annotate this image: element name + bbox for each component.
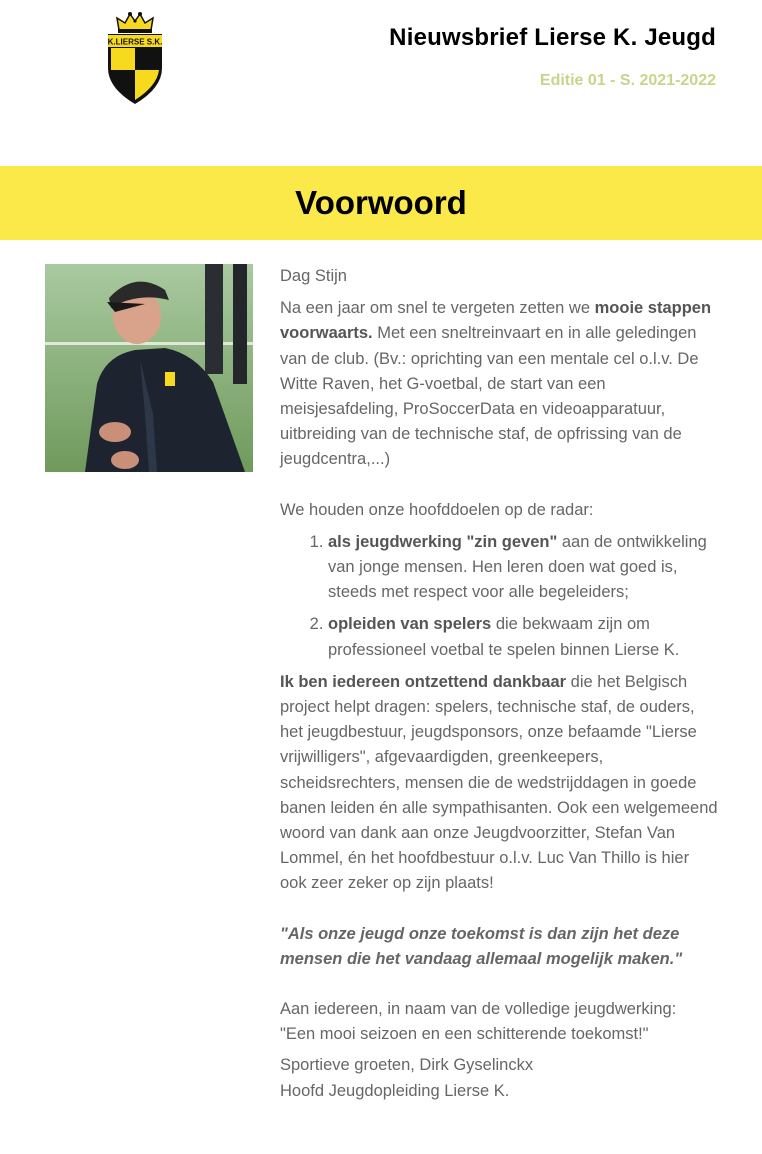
newsletter-title: Nieuwsbrief Lierse K. Jeugd bbox=[389, 24, 716, 51]
intro-text-bold: mooie stappen voorwaarts. bbox=[280, 299, 712, 343]
coach-photo-image bbox=[45, 264, 253, 472]
goal-2-bold: opleiden van spelers bbox=[328, 615, 492, 634]
goal-2-text: die bekwaam zijn om professioneel voetbal te spelen binnen Lierse K. bbox=[328, 615, 680, 659]
section-title: Voorwoord bbox=[295, 184, 467, 221]
signoff bbox=[280, 1053, 720, 1103]
logo-text: K.LIERSE S.K. bbox=[107, 37, 163, 47]
closing-line-2: "Een mooi seizoen en een schitterende toekomst!" bbox=[280, 1025, 649, 1044]
closing-line-1: Aan iedereen, in naam van de volledige jeugdwerking: bbox=[280, 1000, 677, 1019]
edition-label: Editie 01 - S. 2021-2022 bbox=[539, 72, 716, 89]
intro-text-c: Met een sneltreinvaart en in alle geledingen van de club. (Bv.: oprichting van een mentale cel o.l.v. De Witte Raven, het G-voetbal, de start van een meisjesafdeling, ProSoccerData en videoapparatuur, uitbreiding van de technische staf, de opfrissing van de jeugdcentra,...) bbox=[280, 324, 699, 469]
intro-paragraph bbox=[280, 296, 720, 472]
quote: "Als onze jeugd onze toekomst is dan zijn het deze mensen die het vandaag allemaal mogelijk maken." bbox=[280, 924, 683, 968]
thanks-text: die het Belgisch project helpt dragen: spelers, technische staf, de ouders, het jeugdbestuur, jeugdsponsors, onze befaamde "Lierse vrijwilligers", afgevaardigden, greenkeepers, scheidsrechters, mensen die de wedstrijddagen in goede banen leiden én alle sympathisanten. Ook een welgemeend woord van dank aan onze Jeugdvoorzitter, Stefan Van Lommel, én het hoofdbestuur o.l.v. Luc Van Thillo is hier ook zeer zeker op zijn plaats! bbox=[280, 672, 718, 893]
closing bbox=[280, 997, 720, 1047]
section-banner bbox=[0, 166, 762, 240]
thanks-paragraph bbox=[280, 670, 720, 897]
goals-intro: We houden onze hoofddoelen op de radar: bbox=[280, 500, 594, 519]
intro-text-a: Na een jaar om snel te vergeten zetten we bbox=[280, 299, 595, 318]
list-item bbox=[328, 530, 720, 606]
newsletter-header bbox=[0, 0, 762, 166]
greeting: Dag Stijn bbox=[280, 267, 347, 285]
signoff-line-2: Hoofd Jeugdopleiding Lierse K. bbox=[280, 1081, 510, 1100]
list-item bbox=[328, 612, 720, 662]
goal-1-bold: als jeugdwerking "zin geven" bbox=[328, 532, 558, 551]
signoff-line-1: Sportieve groeten, Dirk Gyselinckx bbox=[280, 1056, 534, 1075]
coach-photo bbox=[45, 264, 253, 472]
goal-1-text: aan de ontwikkeling van jonge mensen. Hen leren doen wat goed is, steeds met respect voor alle begeleiders; bbox=[328, 532, 707, 602]
thanks-bold: Ik ben iedereen ontzettend dankbaar bbox=[280, 672, 567, 691]
letter-body bbox=[280, 264, 720, 1111]
lierse-crest-icon bbox=[104, 8, 166, 106]
goals-list bbox=[280, 530, 720, 663]
